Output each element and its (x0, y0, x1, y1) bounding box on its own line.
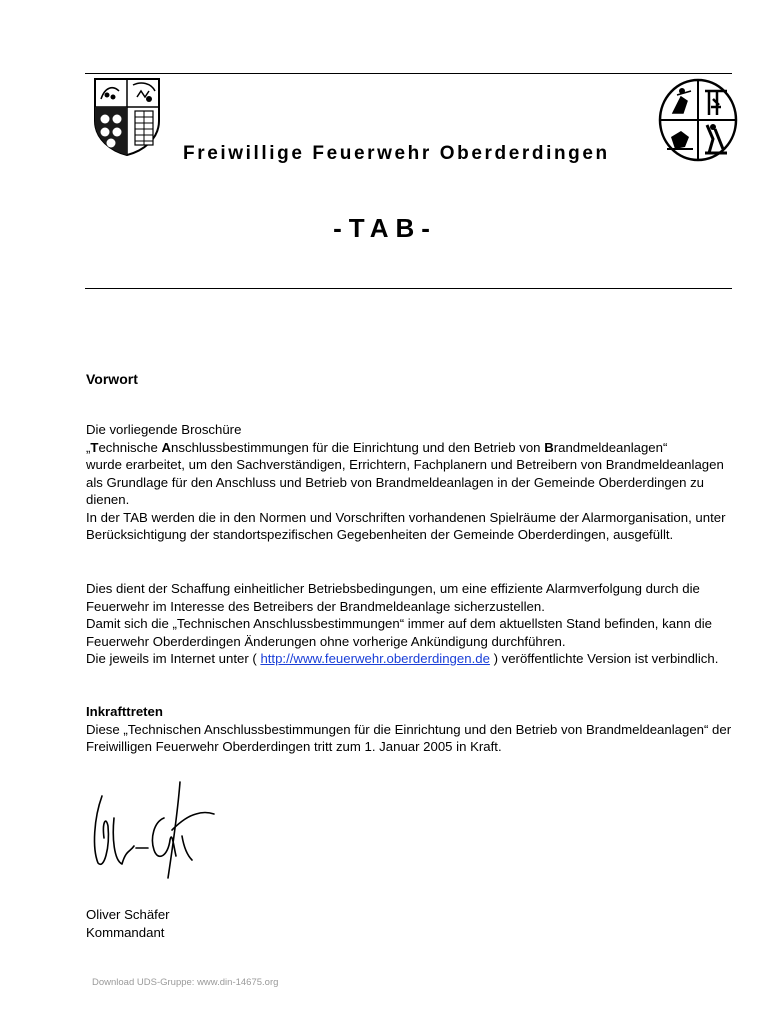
initial-a: A (161, 439, 172, 455)
preface-binding-text (86, 650, 736, 668)
open-quote: „ (86, 439, 91, 455)
fire-brigade-emblem-icon (657, 77, 739, 163)
preface-scope-text: In der TAB werden die in den Normen und Vorschriften vorhandenen Spielräume der Alarmorganisation, unter Berücksichtigung der standortspezifischen Gegebenheiten der Gemeinde Oberderdingen, ausgefüllt. (86, 509, 726, 542)
signatory-role: Kommandant (86, 924, 165, 940)
preface-purpose-text: wurde erarbeitet, um den Sachverständigen, Errichtern, Fachplanern und Betreibern von Brandmeldeanlagen als Grundlage für den Anschluss und Betrieb von Brandmeldeanlagen in der Gemeinde Oberderdingen zu dienen. (86, 457, 724, 507)
organization-name: Freiwillige Feuerwehr Oberderdingen (183, 143, 610, 164)
signatory-block (86, 906, 736, 941)
website-link[interactable]: http://www.feuerwehr.oberderdingen.de (260, 651, 490, 666)
title-part-a: nschlussbestimmungen für die Einrichtung und den Betrieb von (171, 439, 545, 455)
preface-heading-text: Vorwort (86, 371, 138, 387)
signature-icon (84, 778, 224, 883)
preface-brochure-title (86, 439, 736, 457)
document-title: -TAB- (333, 213, 437, 243)
preface-operations-text: Dies dient der Schaffung einheitlicher Betriebsbedingungen, um eine effiziente Alarmverfolgung durch die Feuerwehr im Interesse des Betreibers der Brandmeldeanlage sicherzustellen. (86, 581, 700, 614)
signatory-name: Oliver Schäfer (86, 907, 170, 922)
title-part-b: randmeldeanlagen“ (553, 439, 668, 455)
preface-intro-line: Die vorliegende Broschüre (86, 422, 242, 437)
initial-t: T (90, 439, 99, 455)
initial-b: B (544, 439, 554, 455)
effective-section (86, 703, 736, 756)
binding-text-after: ) veröffentlichte Version ist verbindlich. (489, 651, 719, 666)
effective-heading: Inkrafttreten (86, 704, 163, 719)
preface-updates-text: Damit sich die „Technischen Anschlussbestimmungen“ immer auf dem aktuellsten Stand befinden, kann die Feuerwehr Oberderdingen Änderungen ohne vorherige Ankündigung durchführen. (86, 616, 712, 649)
coat-of-arms-icon (93, 77, 161, 157)
footer-note: Download UDS-Gruppe: www.din-14675.org (92, 977, 279, 988)
preface-heading (86, 371, 736, 389)
binding-text-before: Die jeweils im Internet unter ( (86, 651, 261, 666)
title-part-t: echnische (98, 439, 162, 455)
effective-text: Diese „Technischen Anschlussbestimmungen für die Einrichtung und den Betrieb von Brandmeldeanlagen“ der Freiwilligen Feuerwehr Oberderdingen tritt zum 1. Januar 2005 in Kraft. (86, 721, 732, 754)
preface-paragraph-1 (86, 421, 736, 544)
preface-paragraph-2 (86, 580, 736, 668)
top-rule (85, 73, 732, 74)
section-rule (85, 288, 732, 289)
